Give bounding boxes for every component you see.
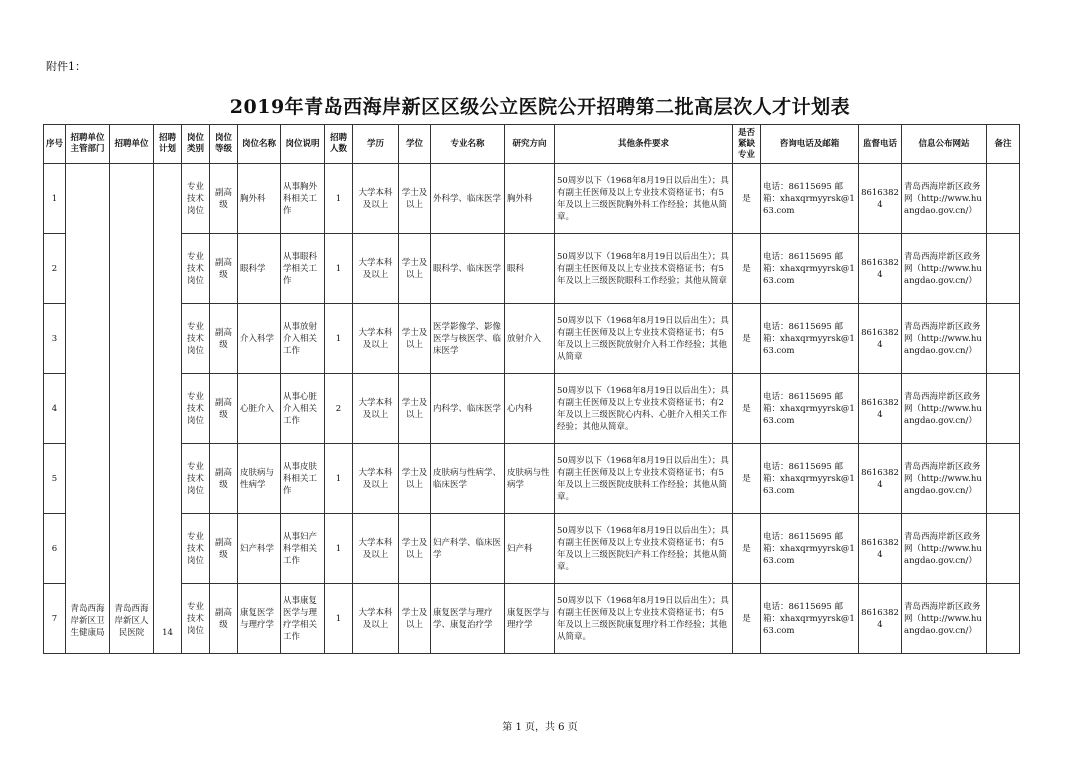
job-name: 妇产科学 — [238, 514, 281, 584]
table-row — [44, 584, 1020, 654]
job-category: 专业技术岗位 — [182, 234, 210, 304]
remark — [987, 584, 1020, 654]
shortage-flag: 是 — [733, 584, 761, 654]
header-cell: 序号 — [44, 125, 66, 164]
row-number: 4 — [44, 374, 66, 444]
remark — [987, 444, 1020, 514]
contact-info: 电话：86115695 邮箱：xhaxqrmyyrsk@163.com — [761, 444, 859, 514]
info-website: 青岛西海岸新区政务网（http://www.huangdao.gov.cn/） — [902, 584, 987, 654]
degree: 学士及以上 — [399, 234, 431, 304]
job-level: 副高级 — [210, 584, 238, 654]
education: 大学本科及以上 — [353, 164, 399, 234]
table-row — [44, 444, 1020, 514]
info-website: 青岛西海岸新区政务网（http://www.huangdao.gov.cn/） — [902, 444, 987, 514]
degree: 学士及以上 — [399, 514, 431, 584]
job-category: 专业技术岗位 — [182, 374, 210, 444]
table-row — [44, 374, 1020, 444]
supervision-phone: 86163824 — [859, 514, 902, 584]
job-description: 从事眼科学相关工作 — [281, 234, 325, 304]
supervision-phone: 86163824 — [859, 444, 902, 514]
page-footer: 第 1 页，共 6 页 — [502, 722, 578, 733]
header-cell: 岗位名称 — [238, 125, 281, 164]
supervision-phone: 86163824 — [859, 374, 902, 444]
major-name: 眼科学、临床医学 — [431, 234, 505, 304]
header-cell: 学位 — [399, 125, 431, 164]
supervision-phone: 86163824 — [859, 304, 902, 374]
header-cell: 专业名称 — [431, 125, 505, 164]
job-level: 副高级 — [210, 304, 238, 374]
info-website: 青岛西海岸新区政务网（http://www.huangdao.gov.cn/） — [902, 234, 987, 304]
info-website: 青岛西海岸新区政务网（http://www.huangdao.gov.cn/） — [902, 514, 987, 584]
hire-count: 1 — [325, 584, 353, 654]
header-cell: 是否紧缺专业 — [733, 125, 761, 164]
info-website: 青岛西海岸新区政务网（http://www.huangdao.gov.cn/） — [902, 164, 987, 234]
degree: 学士及以上 — [399, 374, 431, 444]
other-requirements: 50周岁以下（1968年8月19日以后出生）；具有副主任医师及以上专业技术资格证书；有5年及以上三级医院放射介入科工作经验；其他从简章 — [555, 304, 733, 374]
research-direction: 眼科 — [505, 234, 555, 304]
header-cell: 备注 — [987, 125, 1020, 164]
job-description: 从事放射介入相关工作 — [281, 304, 325, 374]
contact-info: 电话：86115695 邮箱：xhaxqrmyyrsk@163.com — [761, 374, 859, 444]
contact-info: 电话：86115695 邮箱：xhaxqrmyyrsk@163.com — [761, 304, 859, 374]
degree: 学士及以上 — [399, 584, 431, 654]
research-direction: 妇产科 — [505, 514, 555, 584]
supervision-phone: 86163824 — [859, 164, 902, 234]
job-name: 眼科学 — [238, 234, 281, 304]
row-number: 3 — [44, 304, 66, 374]
table-row — [44, 164, 1020, 234]
remark — [987, 234, 1020, 304]
shortage-flag: 是 — [733, 374, 761, 444]
research-direction: 胸外科 — [505, 164, 555, 234]
major-name: 医学影像学、影像医学与核医学、临床医学 — [431, 304, 505, 374]
major-name: 康复医学与理疗学、康复治疗学 — [431, 584, 505, 654]
row-number: 5 — [44, 444, 66, 514]
hiring-unit: 青岛西海岸新区人民医院 — [110, 164, 154, 654]
remark — [987, 374, 1020, 444]
job-name: 皮肤病与性病学 — [238, 444, 281, 514]
job-level: 副高级 — [210, 514, 238, 584]
job-category: 专业技术岗位 — [182, 304, 210, 374]
job-level: 副高级 — [210, 234, 238, 304]
major-name: 外科学、临床医学 — [431, 164, 505, 234]
header-cell: 其他条件要求 — [555, 125, 733, 164]
table-row — [44, 234, 1020, 304]
hire-count: 1 — [325, 304, 353, 374]
job-level: 副高级 — [210, 164, 238, 234]
supervision-phone: 86163824 — [859, 234, 902, 304]
remark — [987, 164, 1020, 234]
education: 大学本科及以上 — [353, 234, 399, 304]
attachment-label: 附件1： — [46, 60, 86, 73]
job-category: 专业技术岗位 — [182, 514, 210, 584]
education: 大学本科及以上 — [353, 374, 399, 444]
other-requirements: 50周岁以下（1968年8月19日以后出生）；具有副主任医师及以上专业技术资格证书；有5年及以上三级医院皮肤科工作经验；其他从简章。 — [555, 444, 733, 514]
supervision-phone: 86163824 — [859, 584, 902, 654]
info-website: 青岛西海岸新区政务网（http://www.huangdao.gov.cn/） — [902, 304, 987, 374]
header-cell: 信息公布网站 — [902, 125, 987, 164]
header-cell: 岗位类别 — [182, 125, 210, 164]
job-category: 专业技术岗位 — [182, 584, 210, 654]
shortage-flag: 是 — [733, 234, 761, 304]
hire-count: 1 — [325, 234, 353, 304]
header-cell: 招聘单位 — [110, 125, 154, 164]
job-category: 专业技术岗位 — [182, 444, 210, 514]
major-name: 妇产科学、临床医学 — [431, 514, 505, 584]
hire-count: 2 — [325, 374, 353, 444]
table-header-row — [44, 125, 1020, 164]
research-direction: 心内科 — [505, 374, 555, 444]
job-name: 介入科学 — [238, 304, 281, 374]
table-row — [44, 304, 1020, 374]
education: 大学本科及以上 — [353, 304, 399, 374]
other-requirements: 50周岁以下（1968年8月19日以后出生）；具有副主任医师及以上专业技术资格证书；有5年及以上三级医院胸外科工作经验；其他从简章。 — [555, 164, 733, 234]
major-name: 皮肤病与性病学、临床医学 — [431, 444, 505, 514]
education: 大学本科及以上 — [353, 584, 399, 654]
job-description: 从事心脏介入相关工作 — [281, 374, 325, 444]
row-number: 6 — [44, 514, 66, 584]
education: 大学本科及以上 — [353, 514, 399, 584]
job-name: 心脏介入 — [238, 374, 281, 444]
research-direction: 康复医学与理疗学 — [505, 584, 555, 654]
shortage-flag: 是 — [733, 514, 761, 584]
other-requirements: 50周岁以下（1968年8月19日以后出生）；具有副主任医师及以上专业技术资格证书；有5年及以上三级医院妇产科工作经验；其他从简章。 — [555, 514, 733, 584]
job-level: 副高级 — [210, 374, 238, 444]
job-name: 康复医学与理疗学 — [238, 584, 281, 654]
hire-count: 1 — [325, 164, 353, 234]
job-name: 胸外科 — [238, 164, 281, 234]
header-cell: 招聘单位主管部门 — [66, 125, 110, 164]
header-cell: 咨询电话及邮箱 — [761, 125, 859, 164]
other-requirements: 50周岁以下（1968年8月19日以后出生）；具有副主任医师及以上专业技术资格证书；有2年及以上三级医院心内科、心脏介入相关工作经验；其他从简章。 — [555, 374, 733, 444]
job-description: 从事皮肤科相关工作 — [281, 444, 325, 514]
header-cell: 岗位等级 — [210, 125, 238, 164]
remark — [987, 304, 1020, 374]
shortage-flag: 是 — [733, 164, 761, 234]
job-description: 从事妇产科学相关工作 — [281, 514, 325, 584]
recruitment-plan-table — [43, 124, 1020, 654]
header-cell: 研究方向 — [505, 125, 555, 164]
row-number: 2 — [44, 234, 66, 304]
remark — [987, 514, 1020, 584]
header-cell: 招聘计划 — [154, 125, 182, 164]
contact-info: 电话：86115695 邮箱：xhaxqrmyyrsk@163.com — [761, 514, 859, 584]
row-number: 7 — [44, 584, 66, 654]
contact-info: 电话：86115695 邮箱：xhaxqrmyyrsk@163.com — [761, 234, 859, 304]
hiring-department: 青岛西海岸新区卫生健康局 — [66, 164, 110, 654]
table-row — [44, 514, 1020, 584]
job-level: 副高级 — [210, 444, 238, 514]
contact-info: 电话：86115695 邮箱：xhaxqrmyyrsk@163.com — [761, 584, 859, 654]
degree: 学士及以上 — [399, 164, 431, 234]
info-website: 青岛西海岸新区政务网（http://www.huangdao.gov.cn/） — [902, 374, 987, 444]
job-category: 专业技术岗位 — [182, 164, 210, 234]
row-number: 1 — [44, 164, 66, 234]
hire-count: 1 — [325, 444, 353, 514]
hire-count: 1 — [325, 514, 353, 584]
degree: 学士及以上 — [399, 304, 431, 374]
job-description: 从事胸外科相关工作 — [281, 164, 325, 234]
other-requirements: 50周岁以下（1968年8月19日以后出生）；具有副主任医师及以上专业技术资格证书；有5年及以上三级医院康复理疗科工作经验；其他从简章。 — [555, 584, 733, 654]
contact-info: 电话：86115695 邮箱：xhaxqrmyyrsk@163.com — [761, 164, 859, 234]
degree: 学士及以上 — [399, 444, 431, 514]
header-cell: 招聘人数 — [325, 125, 353, 164]
page-title: 2019年青岛西海岸新区区级公立医院公开招聘第二批高层次人才计划表 — [229, 96, 851, 118]
header-cell: 监督电话 — [859, 125, 902, 164]
shortage-flag: 是 — [733, 444, 761, 514]
shortage-flag: 是 — [733, 304, 761, 374]
hiring-plan: 14 — [154, 164, 182, 654]
major-name: 内科学、临床医学 — [431, 374, 505, 444]
header-cell: 岗位说明 — [281, 125, 325, 164]
research-direction: 放射介入 — [505, 304, 555, 374]
research-direction: 皮肤病与性病学 — [505, 444, 555, 514]
other-requirements: 50周岁以下（1968年8月19日以后出生）；具有副主任医师及以上专业技术资格证书；有5年及以上三级医院眼科工作经验；其他从简章 — [555, 234, 733, 304]
job-description: 从事康复医学与理疗学相关工作 — [281, 584, 325, 654]
header-cell: 学历 — [353, 125, 399, 164]
education: 大学本科及以上 — [353, 444, 399, 514]
